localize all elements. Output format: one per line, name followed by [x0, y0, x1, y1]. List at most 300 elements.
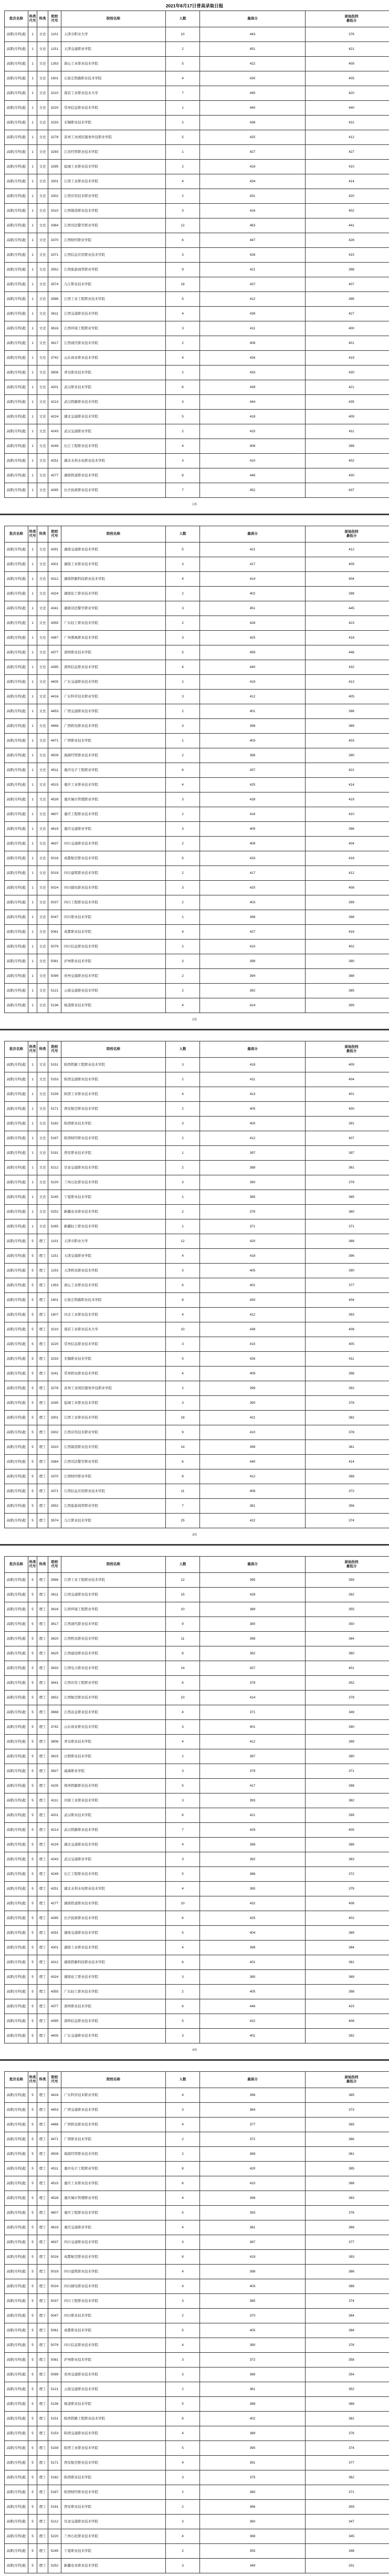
cell-count: 5 [166, 645, 200, 660]
cell-school-name: 天津市职业大学 [61, 27, 166, 42]
cell-subject-code: 5 [28, 2544, 37, 2559]
cell-batch-name: 高职(专科)批 [5, 1793, 28, 1808]
cell-school-name: 成都航空职业技术学院 [61, 851, 166, 866]
cell-min-score: 402 [306, 940, 389, 954]
cell-batch-name: 高职(专科)批 [5, 1588, 28, 1602]
cell-school-code: 4291 [48, 543, 61, 557]
cell-max-score: 368 [200, 2529, 306, 2544]
cell-batch-name: 高职(专科)批 [5, 675, 28, 690]
cell-batch-name: 高职(专科)批 [5, 1941, 28, 1955]
cell-max-score: 392 [200, 984, 306, 998]
cell-school-name: 成都航空职业技术学院 [61, 2250, 166, 2265]
cell-school-code: 4607 [48, 807, 61, 822]
table-row [5, 1661, 389, 1676]
cell-school-code: 3668 [48, 1705, 61, 1720]
cell-school-code: 5121 [48, 2382, 61, 2397]
header-subject: 科类 [37, 526, 48, 543]
cell-max-score: 406 [200, 1484, 306, 1499]
cell-school-code: 4105 [48, 1779, 61, 1793]
cell-count: 4 [166, 1882, 200, 1896]
cell-count: 4 [166, 2265, 200, 2279]
cell-subject: 理工 [37, 2382, 48, 2397]
cell-subject: 理工 [37, 1381, 48, 1396]
header-subject: 科类 [37, 1557, 48, 1573]
cell-subject: 文史 [37, 424, 48, 439]
cell-subject-code: 5 [28, 2162, 37, 2176]
cell-subject-code: 1 [28, 587, 37, 601]
cell-school-name: 江西工业职业技术学院 [61, 174, 166, 189]
cell-subject: 理工 [37, 2014, 48, 2029]
cell-max-score: 419 [200, 675, 306, 690]
cell-subject: 理工 [37, 2132, 48, 2147]
cell-subject-code: 5 [28, 1322, 37, 1337]
cell-subject: 理工 [37, 1661, 48, 1676]
cell-school-name: 唐山工业职业技术学院 [61, 57, 166, 71]
cell-min-score: 401 [306, 1661, 389, 1676]
cell-school-name: 深圳职业技术学院 [61, 1999, 166, 2014]
cell-subject-code: 5 [28, 1425, 37, 1440]
table-row [5, 1514, 389, 1528]
cell-max-score: 417 [200, 557, 306, 572]
cell-school-code: 3742 [48, 1720, 61, 1735]
table-row [5, 395, 389, 410]
cell-min-score: 355 [306, 1602, 389, 1617]
cell-batch-name: 高职(专科)批 [5, 1808, 28, 1823]
table-row [5, 2147, 389, 2162]
cell-school-code: 5099 [48, 2368, 61, 2382]
cell-count: 4 [166, 2118, 200, 2132]
cell-subject-code: 5 [28, 2382, 37, 2397]
header-count: 人数 [166, 11, 200, 27]
cell-subject: 理工 [37, 1896, 48, 1911]
cell-batch-name: 高职(专科)批 [5, 2382, 28, 2397]
cell-school-code: 4528 [48, 792, 61, 807]
cell-count: 18 [166, 277, 200, 292]
cell-count: 2 [166, 160, 200, 174]
cell-batch-name: 高职(专科)批 [5, 263, 28, 277]
cell-count: 2 [166, 807, 200, 822]
table-row [5, 2294, 389, 2309]
cell-max-score: 414 [200, 998, 306, 1013]
table-row [5, 969, 389, 984]
table-row [5, 587, 389, 601]
cell-min-score: 373 [306, 2103, 389, 2118]
header-subject-code: 科类 代号 [28, 1557, 37, 1573]
cell-subject-code: 1 [28, 1161, 37, 1175]
table-row [5, 468, 389, 483]
cell-subject: 文史 [37, 1190, 48, 1205]
cell-subject-code: 5 [28, 2176, 37, 2191]
cell-batch-name: 高职(专科)批 [5, 2559, 28, 2573]
cell-count: 3 [166, 690, 200, 704]
cell-subject-code: 1 [28, 321, 37, 336]
cell-subject-code: 1 [28, 1219, 37, 1234]
cell-max-score: 428 [200, 248, 306, 263]
table-row [5, 130, 389, 145]
cell-subject: 文史 [37, 1072, 48, 1087]
cell-subject-code: 5 [28, 1999, 37, 2014]
cell-subject: 理工 [37, 1793, 48, 1808]
cell-batch-name: 高职(专科)批 [5, 1632, 28, 1646]
cell-max-score: 421 [200, 1808, 306, 1823]
cell-subject-code: 5 [28, 2456, 37, 2470]
cell-count: 3 [166, 1970, 200, 1985]
cell-batch-name: 高职(专科)批 [5, 1161, 28, 1175]
cell-batch-name: 高职(专科)批 [5, 631, 28, 645]
cell-subject-code: 1 [28, 572, 37, 587]
table-row [5, 1882, 389, 1896]
cell-subject: 文史 [37, 572, 48, 587]
cell-subject-code: 1 [28, 1146, 37, 1161]
cell-batch-name: 高职(专科)批 [5, 1219, 28, 1234]
cell-subject-code: 1 [28, 557, 37, 572]
cell-batch-name: 高职(专科)批 [5, 2176, 28, 2191]
cell-subject-code: 5 [28, 1764, 37, 1779]
cell-school-code: 4619 [48, 822, 61, 837]
cell-subject: 文史 [37, 837, 48, 851]
table-row [5, 1308, 389, 1322]
cell-max-score: 430 [200, 1293, 306, 1308]
cell-school-name: 河南工业职业技术学院 [61, 1793, 166, 1808]
cell-min-score: 412 [306, 543, 389, 557]
table-row [5, 822, 389, 837]
cell-subject: 文史 [37, 910, 48, 925]
cell-subject: 理工 [37, 2147, 48, 2162]
cell-max-score: 398 [200, 1838, 306, 1852]
cell-subject: 文史 [37, 439, 48, 454]
cell-min-score: 361 [306, 2147, 389, 2162]
cell-school-name: 湖南化工职业技术学院 [61, 587, 166, 601]
cell-subject: 理工 [37, 2544, 48, 2559]
cell-school-code: 4301 [48, 557, 61, 572]
cell-count: 8 [166, 468, 200, 483]
cell-school-name: 广西机电职业技术学院 [61, 719, 166, 734]
cell-count: 8 [166, 2162, 200, 2176]
cell-school-name: 兰州石化职业技术学院 [61, 2529, 166, 2544]
cell-school-name: 江西信息应用职业技术学院 [61, 248, 166, 263]
header-subject: 科类 [37, 11, 48, 27]
cell-subject: 文史 [37, 145, 48, 160]
cell-school-name: 江西电力职业技术学院 [61, 1661, 166, 1676]
cell-count: 3 [166, 1337, 200, 1352]
cell-school-name: 四川信息职业技术学院 [61, 2338, 166, 2353]
table-row [5, 1911, 389, 1926]
table-row [5, 454, 389, 468]
cell-max-score: 398 [200, 910, 306, 925]
table-row [5, 2500, 389, 2515]
table-row [5, 2441, 389, 2456]
cell-school-name: 西安航空职业技术学院 [61, 2456, 166, 2470]
cell-max-score: 428 [200, 792, 306, 807]
table-row [5, 2397, 389, 2412]
table-row [5, 2162, 389, 2176]
cell-subject-code: 5 [28, 2353, 37, 2368]
cell-min-score: 368 [306, 2220, 389, 2235]
cell-batch-name: 高职(专科)批 [5, 704, 28, 719]
cell-max-score: 418 [200, 160, 306, 174]
cell-count: 2 [166, 336, 200, 351]
cell-count: 5 [166, 851, 200, 866]
cell-min-score: 350 [306, 1617, 389, 1632]
cell-school-code: 4201 [48, 1808, 61, 1823]
cell-school-name: 广东交通职业技术学院 [61, 2029, 166, 2043]
cell-subject: 理工 [37, 1705, 48, 1720]
cell-subject: 文史 [37, 174, 48, 189]
cell-school-code: 4515 [48, 778, 61, 792]
cell-max-score: 403 [200, 2279, 306, 2294]
cell-school-code: 3616 [48, 321, 61, 336]
cell-subject: 理工 [37, 1911, 48, 1926]
cell-max-score: 385 [200, 2294, 306, 2309]
cell-subject-code: 1 [28, 895, 37, 910]
page-number: 2/5 [192, 1018, 197, 1021]
cell-max-score: 463 [200, 218, 306, 233]
cell-batch-name: 高职(专科)批 [5, 189, 28, 204]
cell-school-code: 3742 [48, 351, 61, 366]
cell-count: 8 [166, 1646, 200, 1661]
header-school-name: 院校名称 [61, 1557, 166, 1573]
cell-count: 10 [166, 1691, 200, 1705]
cell-school-name: 天津机电职业技术学院 [61, 1264, 166, 1278]
cell-school-name: 江西环境工程职业学院 [61, 321, 166, 336]
cell-school-code: 5136 [48, 998, 61, 1013]
table-row [5, 1646, 389, 1661]
cell-subject: 文史 [37, 218, 48, 233]
cell-count: 3 [166, 792, 200, 807]
table-row [5, 2235, 389, 2250]
cell-batch-name: 高职(专科)批 [5, 2515, 28, 2529]
cell-subject-code: 5 [28, 2294, 37, 2309]
cell-school-name: 新疆农业职业技术学院 [61, 2559, 166, 2573]
cell-school-code: 4515 [48, 2176, 61, 2191]
cell-max-score: 372 [200, 2353, 306, 2368]
cell-min-score: 359 [306, 2500, 389, 2515]
cell-max-score: 402 [200, 2412, 306, 2426]
cell-subject-code: 1 [28, 57, 37, 71]
cell-school-name: 陕西工业职业技术学院 [61, 2441, 166, 2456]
cell-subject-code: 1 [28, 822, 37, 837]
cell-max-score: 439 [200, 380, 306, 395]
cell-subject: 文史 [37, 248, 48, 263]
cell-school-code: 4471 [48, 734, 61, 748]
cell-batch-name: 高职(专科)批 [5, 2220, 28, 2235]
cell-min-score: 409 [306, 1058, 389, 1072]
cell-subject-code: 5 [28, 1749, 37, 1764]
cell-min-score: 395 [306, 2162, 389, 2176]
cell-min-score: 423 [306, 1999, 389, 2014]
table-row [5, 2544, 389, 2559]
header-subject: 科类 [37, 2072, 48, 2088]
cell-min-score: 345 [306, 2529, 389, 2544]
cell-count: 2 [166, 2132, 200, 2147]
cell-school-name: 广西交通职业技术学院 [61, 704, 166, 719]
cell-school-name: 江西信息应用职业技术学院 [61, 1484, 166, 1499]
cell-school-code: 4285 [48, 1911, 61, 1926]
table-row [5, 778, 389, 792]
cell-subject: 文史 [37, 748, 48, 763]
table-row [5, 1425, 389, 1440]
cell-subject-code: 1 [28, 543, 37, 557]
cell-subject-code: 5 [28, 1264, 37, 1278]
cell-school-code: 4243 [48, 424, 61, 439]
cell-school-code: 5079 [48, 2338, 61, 2353]
cell-batch-name: 高职(专科)批 [5, 2088, 28, 2103]
cell-min-score: 331 [306, 2559, 389, 2573]
cell-min-score: 372 [306, 1484, 389, 1499]
table-row [5, 1411, 389, 1425]
cell-min-score: 377 [306, 1278, 389, 1293]
table-row [5, 616, 389, 631]
cell-max-score: 388 [200, 1161, 306, 1175]
cell-max-score: 422 [200, 57, 306, 71]
cell-count: 4 [166, 2220, 200, 2235]
cell-school-name: 广东科学技术职业学院 [61, 690, 166, 704]
cell-batch-name: 高职(专科)批 [5, 660, 28, 675]
cell-count: 3 [166, 2470, 200, 2485]
cell-subject-code: 5 [28, 1896, 37, 1911]
cell-subject: 文史 [37, 1102, 48, 1117]
cell-subject-code: 5 [28, 1985, 37, 1999]
cell-max-score: 380 [200, 1617, 306, 1632]
cell-school-name: 江西司法警官职业学院 [61, 1455, 166, 1469]
header-min-score: 原始投档 最低分 [306, 526, 389, 543]
cell-max-score: 401 [200, 704, 306, 719]
table-header [5, 11, 389, 27]
cell-school-code: 4637 [48, 2235, 61, 2250]
cell-school-name: 湖北水利水电职业技术学院 [61, 454, 166, 468]
cell-subject: 文史 [37, 734, 48, 748]
cell-min-score: 385 [306, 1190, 389, 1205]
cell-subject-code: 1 [28, 660, 37, 675]
cell-school-name: 重庆交通职业学院 [61, 822, 166, 837]
cell-max-score: 419 [200, 2250, 306, 2265]
cell-subject-code: 5 [28, 1499, 37, 1514]
header-min-score: 原始投档 最低分 [306, 1041, 389, 1058]
cell-min-score: 396 [306, 292, 389, 307]
cell-subject: 文史 [37, 42, 48, 57]
cell-max-score: 405 [200, 2323, 306, 2338]
cell-min-score: 352 [306, 2382, 389, 2397]
cell-max-score: 422 [200, 2014, 306, 2029]
cell-school-name: 西安职业技术学院 [61, 1146, 166, 1161]
cell-subject: 理工 [37, 2470, 48, 2485]
cell-subject: 文史 [37, 395, 48, 410]
cell-school-code: 1153 [48, 1264, 61, 1278]
cell-school-name: 四川建筑职业技术学院 [61, 866, 166, 881]
cell-batch-name: 高职(专科)批 [5, 160, 28, 174]
cell-school-code: 3611 [48, 307, 61, 321]
cell-min-score: 348 [306, 2544, 389, 2559]
table-row [5, 1161, 389, 1175]
cell-subject: 文史 [37, 645, 48, 660]
cell-subject: 理工 [37, 1249, 48, 1264]
cell-school-name: 四川职业技术学院 [61, 910, 166, 925]
cell-max-score: 395 [200, 2441, 306, 2456]
table-header [5, 1557, 389, 1573]
cell-batch-name: 高职(专科)批 [5, 468, 28, 483]
cell-school-name: 四川邮电职业技术学院 [61, 881, 166, 895]
cell-batch-name: 高职(专科)批 [5, 71, 28, 86]
cell-subject-code: 1 [28, 1117, 37, 1131]
cell-subject: 文史 [37, 616, 48, 631]
cell-subject-code: 1 [28, 395, 37, 410]
cell-school-code: 4355 [48, 616, 61, 631]
cell-subject: 理工 [37, 1499, 48, 1514]
cell-subject-code: 5 [28, 1926, 37, 1941]
cell-school-code: 4324 [48, 587, 61, 601]
cell-school-name: 江西制造职业技术学院 [61, 1440, 166, 1455]
cell-school-code: 4377 [48, 645, 61, 660]
table-row [5, 631, 389, 645]
cell-subject-code: 5 [28, 2265, 37, 2279]
cell-batch-name: 高职(专科)批 [5, 2235, 28, 2250]
cell-subject: 理工 [37, 1425, 48, 1440]
table-row [5, 1705, 389, 1720]
cell-subject: 文史 [37, 1161, 48, 1175]
cell-batch-name: 高职(专科)批 [5, 233, 28, 248]
cell-school-code: 4466 [48, 719, 61, 734]
cell-max-score: 451 [200, 42, 306, 57]
cell-subject-code: 5 [28, 2220, 37, 2235]
cell-count: 3 [166, 204, 200, 218]
cell-school-name: 广西交通职业技术学院 [61, 2103, 166, 2118]
cell-max-score: 433 [200, 851, 306, 866]
table-row [5, 2132, 389, 2147]
cell-batch-name: 高职(专科)批 [5, 1131, 28, 1146]
table-header [5, 1041, 389, 1058]
cell-school-name: 江西航空职业技术学院 [61, 1691, 166, 1705]
header-min-score: 原始投档 最低分 [306, 2072, 389, 2088]
cell-max-score: 360 [200, 2515, 306, 2529]
page-number: 3/5 [192, 1533, 197, 1537]
cell-school-code: 4341 [48, 601, 61, 616]
cell-subject-code: 5 [28, 2088, 37, 2103]
cell-max-score: 371 [200, 1219, 306, 1234]
cell-batch-name: 高职(专科)批 [5, 1308, 28, 1322]
cell-max-score: 412 [200, 1308, 306, 1322]
cell-max-score: 398 [200, 2265, 306, 2279]
cell-min-score: 418 [306, 851, 389, 866]
cell-max-score: 385 [200, 1190, 306, 1205]
cell-max-score: 399 [200, 1440, 306, 1455]
cell-subject: 理工 [37, 2353, 48, 2368]
cell-subject-code: 5 [28, 2500, 37, 2515]
cell-min-score: 360 [306, 1205, 389, 1219]
cell-max-score: 438 [200, 116, 306, 130]
cell-batch-name: 高职(专科)批 [5, 1617, 28, 1632]
cell-min-score: 441 [306, 218, 389, 233]
table-row [5, 2485, 389, 2500]
cell-min-score: 390 [306, 954, 389, 969]
cell-batch-name: 高职(专科)批 [5, 2147, 28, 2162]
cell-subject-code: 5 [28, 2235, 37, 2250]
cell-batch-name: 高职(专科)批 [5, 1676, 28, 1691]
table-header-row [5, 11, 389, 27]
cell-min-score: 409 [306, 410, 389, 424]
cell-batch-name: 高职(专科)批 [5, 778, 28, 792]
table-row [5, 2382, 389, 2397]
table-row [5, 2088, 389, 2103]
cell-max-score: 398 [200, 2191, 306, 2206]
table-row [5, 321, 389, 336]
header-school-code: 院校 代号 [48, 1041, 61, 1058]
cell-school-name: 盐城工业职业技术学院 [61, 1396, 166, 1411]
table-row [5, 1808, 389, 1823]
cell-count: 3 [166, 2515, 200, 2529]
table-row [5, 1234, 389, 1249]
cell-min-score: 382 [306, 1793, 389, 1808]
cell-subject-code: 5 [28, 1955, 37, 1970]
